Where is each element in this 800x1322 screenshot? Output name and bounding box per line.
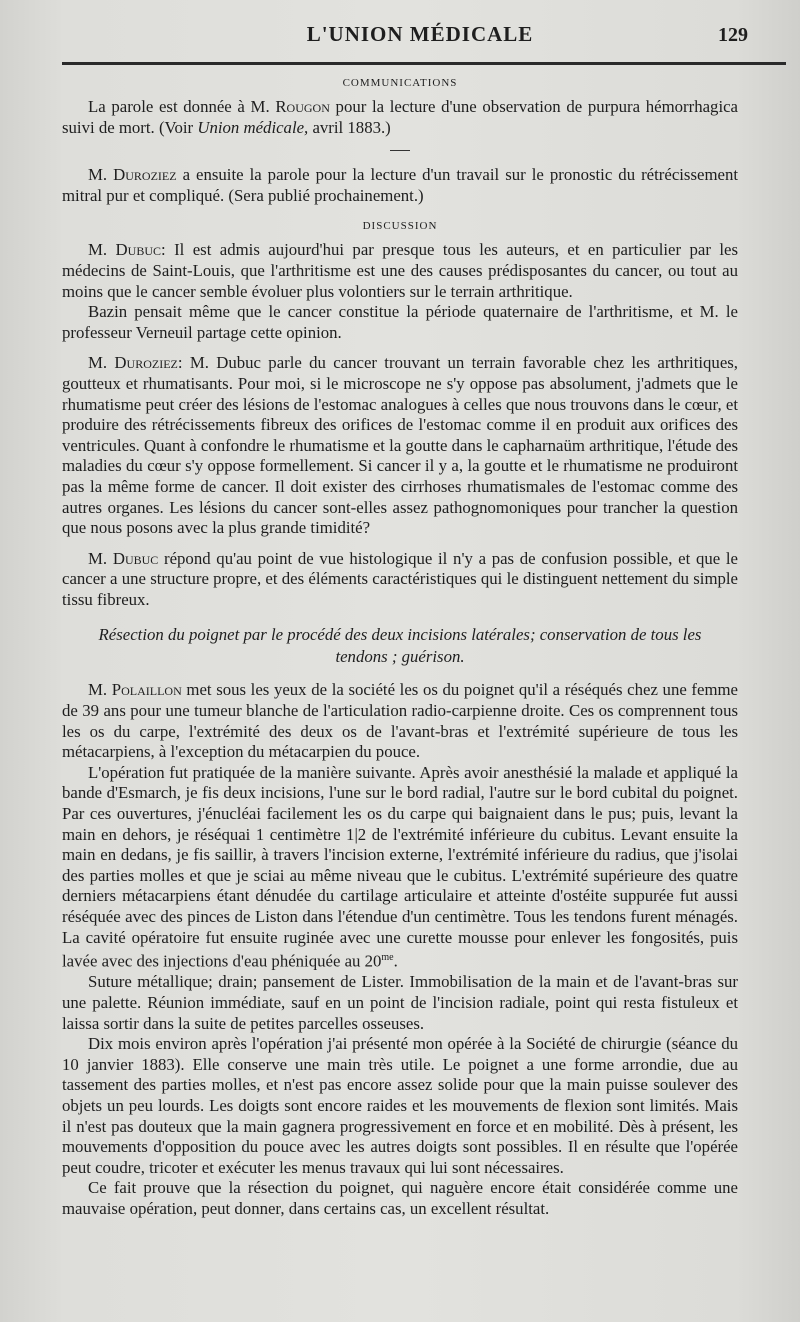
section-heading-discussion: DISCUSSION	[362, 220, 438, 233]
separator-dash	[390, 150, 410, 151]
paragraph-duroziez-reply: M. Duroziez: M. Dubuc parle du cancer trouvant un terrain favorable chez les arthritiques, goutteux et rhumatisants. Pour moi, si le microscope ne s'y oppose pas absolument, j'admets que le rhumatisme peut créer des lésions de l'estomac analogues à celles que nous trouvons dans le cœur, et produire des rétrécissements fibreux des orifices de l'estomac comme il en produit aux orifices des ventricules. Quant à confondre le rhumatisme et la goutte dans le capharnaüm arthritique, l'étude des maladies du cœur s'y oppose formellement. Si cancer il y a, la goutte et le rhumatisme ne produiront pas la même forme de cancer. Il doit exister des cirrhoses rhumatismales de l'estomac comme des autres organes. Les lésions du cancer sont-elles assez pathognomoniques pour trancher la question que nous posons avec la plus grande timidité?	[62, 353, 738, 538]
paragraph-rougon: La parole est donnée à M. Rougon pour la lecture d'une observation de purpura hémorrhagica suivi de mort. (Voir Union médicale, avril 1883.)	[62, 97, 738, 137]
paragraph-dubuc-2: M. Dubuc répond qu'au point de vue histologique il n'y a pas de confusion possible, et que le cancer a une structure propre, et des éléments caractéristiques qui le distinguent nettement du simple tissu fibreux.	[62, 548, 738, 609]
speaker-name: Duroziez	[114, 353, 178, 373]
paragraph-polaillon: M. Polaillon met sous les yeux de la société les os du poignet qu'il a réséqués chez une femme de 39 ans pour une tumeur blanche de l'articulation radio-carpienne droite. Ces os comprennent tous les os du carpe, l'extrémité des deux os de l'avant-bras et l'extrémité supérieure de tous les métacarpiens, à l'exception du métacarpien du pouce.	[62, 680, 739, 762]
speaker-name: Rougon	[275, 97, 330, 116]
paragraph-duroziez-intro: M. Duroziez a ensuite la parole pour la lecture d'un travail sur le pronostic du rétrécissement mitral pur et compliqué. (Sera publié prochainement.)	[62, 165, 738, 205]
speaker-name: Dubuc	[112, 548, 159, 568]
page-number: 129	[718, 24, 748, 46]
speaker-name: Polaillon	[111, 680, 182, 700]
page-header	[62, 22, 786, 65]
paragraph-bazin: Bazin pensait même que le cancer constitue la période quaternaire de l'arthritisme, et M. le professeur Verneuil partage cette opinion.	[62, 302, 738, 342]
running-head: L'UNION MÉDICALE	[306, 22, 534, 46]
journal-title: Union médicale,	[197, 117, 309, 137]
speaker-name: Duroziez	[113, 165, 177, 185]
article-title: Résection du poignet par le procédé des deux incisions latérales; conservation de tous les tendons ; guérison.	[98, 625, 702, 667]
paragraph-dubuc-1: M. Dubuc: Il est admis aujourd'hui par presque tous les auteurs, et en particulier par les médecins de Saint-Louis, que l'arthritisme est une des causes prédisposantes du cancer, ou tout au moins que le cancer semble évoluer plus volontiers sur le terrain arthritique.	[62, 240, 738, 301]
speaker-name: Dubuc	[115, 240, 161, 260]
paragraph-follow-up: Dix mois environ après l'opération j'ai présenté mon opérée à la Société de chirurgie (séance du 10 janvier 1883). Elle conserve une main très utile. Le poignet a une forme arrondie, due au tassement des parties molles, et n'est pas encore assez solide pour que la main puisse soulever des objets un peu lourds. Les doigts sont encore raides et les mouvements de flexion sont limités. Mais il n'est pas douteux que la main gagnera progressivement en force et en mobilité. Dès à présent, les mouvements d'opposition du pouce avec les autres doigts sont possibles. Il en résulte que l'opérée peut coudre, tricoter et exécuter les menus travaux qui lui sont nécessaires.	[62, 1034, 738, 1177]
section-heading-communications: COMMUNICATIONS	[342, 77, 458, 89]
paragraph-conclusion: Ce fait prouve que la résection du poignet, qui naguère encore était considérée comme une mauvaise opération, peut donner, dans certains cas, un excellent résultat.	[62, 1178, 738, 1218]
paragraph-operation: L'opération fut pratiquée de la manière suivante. Après avoir anesthésié la malade et appliqué la bande d'Esmarch, je fis deux incisions, l'une sur le bord radial, l'autre sur le bord cubital du poignet. Par ces ouvertures, j'énucléai facilement les os du carpe qui baignaient dans le pus; puis, levant la main en dehors, je réséquai 1 centimètre 1|2 de l'extrémité inférieure du cubitus. Levant ensuite la main en dedans, je fis saillir, à travers l'incision externe, l'extrémité inférieure du radius, que j'isolai des parties molles et que je sciai au même niveau que le cubitus. L'extrémité supérieure des quatre derniers métacarpiens étant dénudée du cartilage articulaire et atteinte d'ostéite suppurée fut aussi réséquée avec des pinces de Liston dans l'étendue d'un centimètre. Tous les tendons furent ménagés. La cavité opératoire fut ensuite ruginée avec une curette mousse pour enlever les fongosités, puis lavée avec des injections d'eau phéniquée au $20^{me}$.	[62, 762, 738, 971]
paragraph-suture: Suture métallique; drain; pansement de Lister. Immobilisation de la main et de l'avant-bras sur une palette. Réunion immédiate, sauf en un point de l'incision radiale, point qui resta fistuleux et laissa sortir dans la suite de petites parcelles osseuses.	[62, 972, 738, 1033]
